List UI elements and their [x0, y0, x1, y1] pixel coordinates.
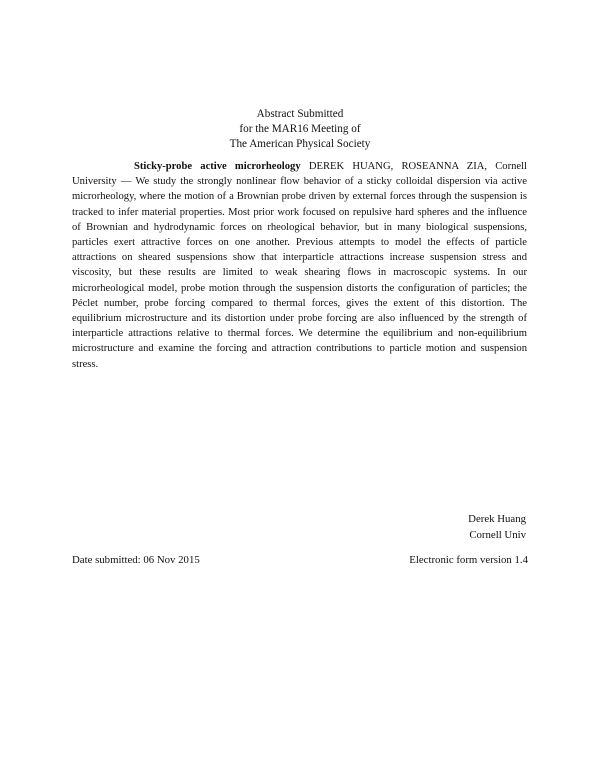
date-submitted: Date submitted: 06 Nov 2015 [72, 554, 200, 566]
header-line-abstract-submitted: Abstract Submitted [256, 108, 344, 120]
signature-block [468, 512, 526, 543]
abstract-body: We study the strongly nonlinear flow behavior of a sticky colloidal dispersion via active microrheology, where the motion of a Brownian probe driven by external forces through the suspension is tracked to infer material properties. Most prior work focused on repulsive hard spheres and the influence of Brownian and hydrodynamic forces on rheological behavior, but in many biological suspensions, particles exert attractive forces on one another. Previous attempts to model the effects of particle attractions on sheared suspensions show that interparticle attractions increase suspension stress and viscosity, but these results are limited to weak shearing flows in macroscopic systems. In our microrheological model, probe motion through the suspension distorts the configuration of particles; the Péclet number, probe forcing compared to thermal forces, gives the extent of this distortion. The equilibrium microstructure and its distortion under probe forcing are also influenced by the strength of interparticle attractions relative to thermal forces. We determine the equilibrium and non-equilibrium microstructure and examine the forcing and attraction contributions to particle motion and suspension stress. [72, 176, 528, 370]
form-version: Electronic form version 1.4 [409, 554, 528, 566]
header-line-meeting: for the MAR16 Meeting of [239, 123, 361, 135]
header-line-society: The American Physical Society [229, 138, 371, 150]
submission-header [0, 107, 600, 152]
abstract-paragraph [72, 159, 527, 372]
abstract-separator: — [116, 176, 136, 188]
abstract-title: Sticky-probe active microrheology [134, 161, 301, 172]
abstract-authors: DEREK HUANG, ROSEANNA ZIA, Cornell University [72, 161, 527, 188]
signature-affiliation: Cornell Univ [469, 528, 526, 541]
signature-name: Derek Huang [468, 513, 526, 525]
